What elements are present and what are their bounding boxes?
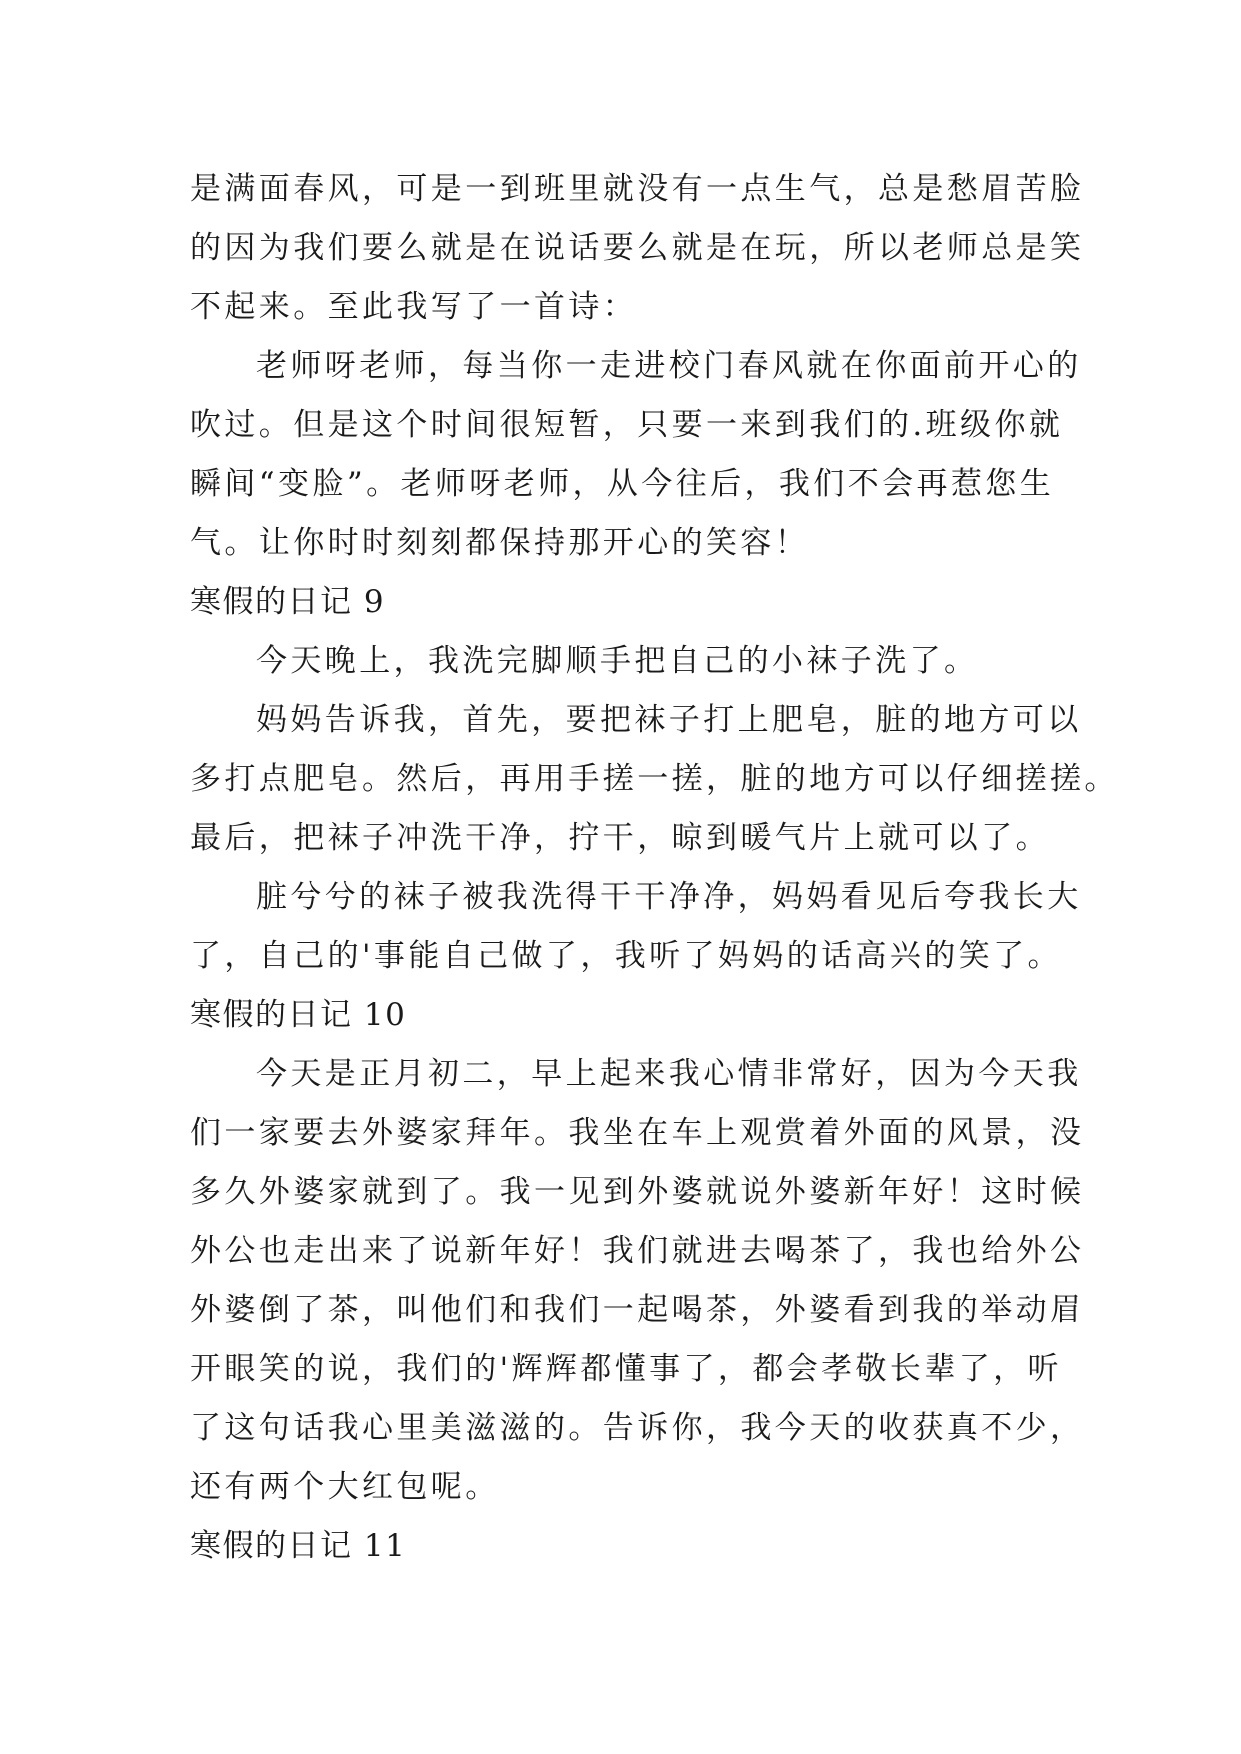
section-heading: 寒假的日记 10 (190, 997, 407, 1033)
text-line: 脏兮兮的袜子被我洗得干干净净，妈妈看见后夸我长大 (256, 879, 1082, 915)
text-line: 了这句话我心里美滋滋的。告诉你，我今天的收获真不少， (190, 1410, 1085, 1446)
text-line: 今天晚上，我洗完脚顺手把自己的小袜子洗了。 (256, 643, 979, 679)
paragraph (190, 691, 1119, 868)
text-line: 外公也走出来了说新年好！我们就进去喝茶了，我也给外公 (190, 1233, 1085, 1269)
paragraph (190, 337, 1082, 573)
text-line: 老师呀老师，每当你一走进校门春风就在你面前开心的 (256, 348, 1082, 384)
paragraph (190, 632, 1060, 691)
section-heading: 寒假的日记 9 (190, 584, 386, 620)
text-line: 了，自己的'事能自己做了，我听了妈妈的话高兴的笑了。 (190, 938, 1062, 974)
paragraph (190, 1045, 1085, 1517)
paragraph (190, 160, 1085, 337)
text-line: 气。让你时时刻刻都保持那开心的笑容！ (190, 525, 810, 561)
text-line: 的因为我们要么就是在说话要么就是在玩，所以老师总是笑 (190, 230, 1085, 266)
paragraph (190, 868, 1082, 986)
section-heading: 寒假的日记 11 (190, 1528, 407, 1564)
text-line: 还有两个大红包呢。 (190, 1469, 500, 1505)
text-line: 们一家要去外婆家拜年。我坐在车上观赏着外面的风景，没 (190, 1115, 1085, 1151)
text-line: 开眼笑的说，我们的'辉辉都懂事了，都会孝敬长辈了，听 (190, 1351, 1062, 1387)
text-line: 多久外婆家就到了。我一见到外婆就说外婆新年好！这时候 (190, 1174, 1085, 1210)
text-line: 最后，把袜子冲洗干净，拧干，晾到暖气片上就可以了。 (190, 820, 1050, 856)
text-line: 外婆倒了茶，叫他们和我们一起喝茶，外婆看到我的举动眉 (190, 1292, 1085, 1328)
text-line: 不起来。至此我写了一首诗： (190, 289, 638, 325)
text-line: 瞬间“变脸”。老师呀老师，从今往后，我们不会再惹您生 (190, 466, 1055, 502)
text-line: 今天是正月初二，早上起来我心情非常好，因为今天我 (256, 1056, 1082, 1092)
text-line: 妈妈告诉我，首先，要把袜子打上肥皂，脏的地方可以 (256, 702, 1082, 738)
text-line: 是满面春风，可是一到班里就没有一点生气，总是愁眉苦脸 (190, 171, 1085, 207)
text-line: 吹过。但是这个时间很短暂，只要一来到我们的.班级你就 (190, 407, 1064, 443)
text-line: 多打点肥皂。然后，再用手搓一搓，脏的地方可以仔细搓搓。 (190, 761, 1119, 797)
document-page (190, 160, 1119, 1576)
